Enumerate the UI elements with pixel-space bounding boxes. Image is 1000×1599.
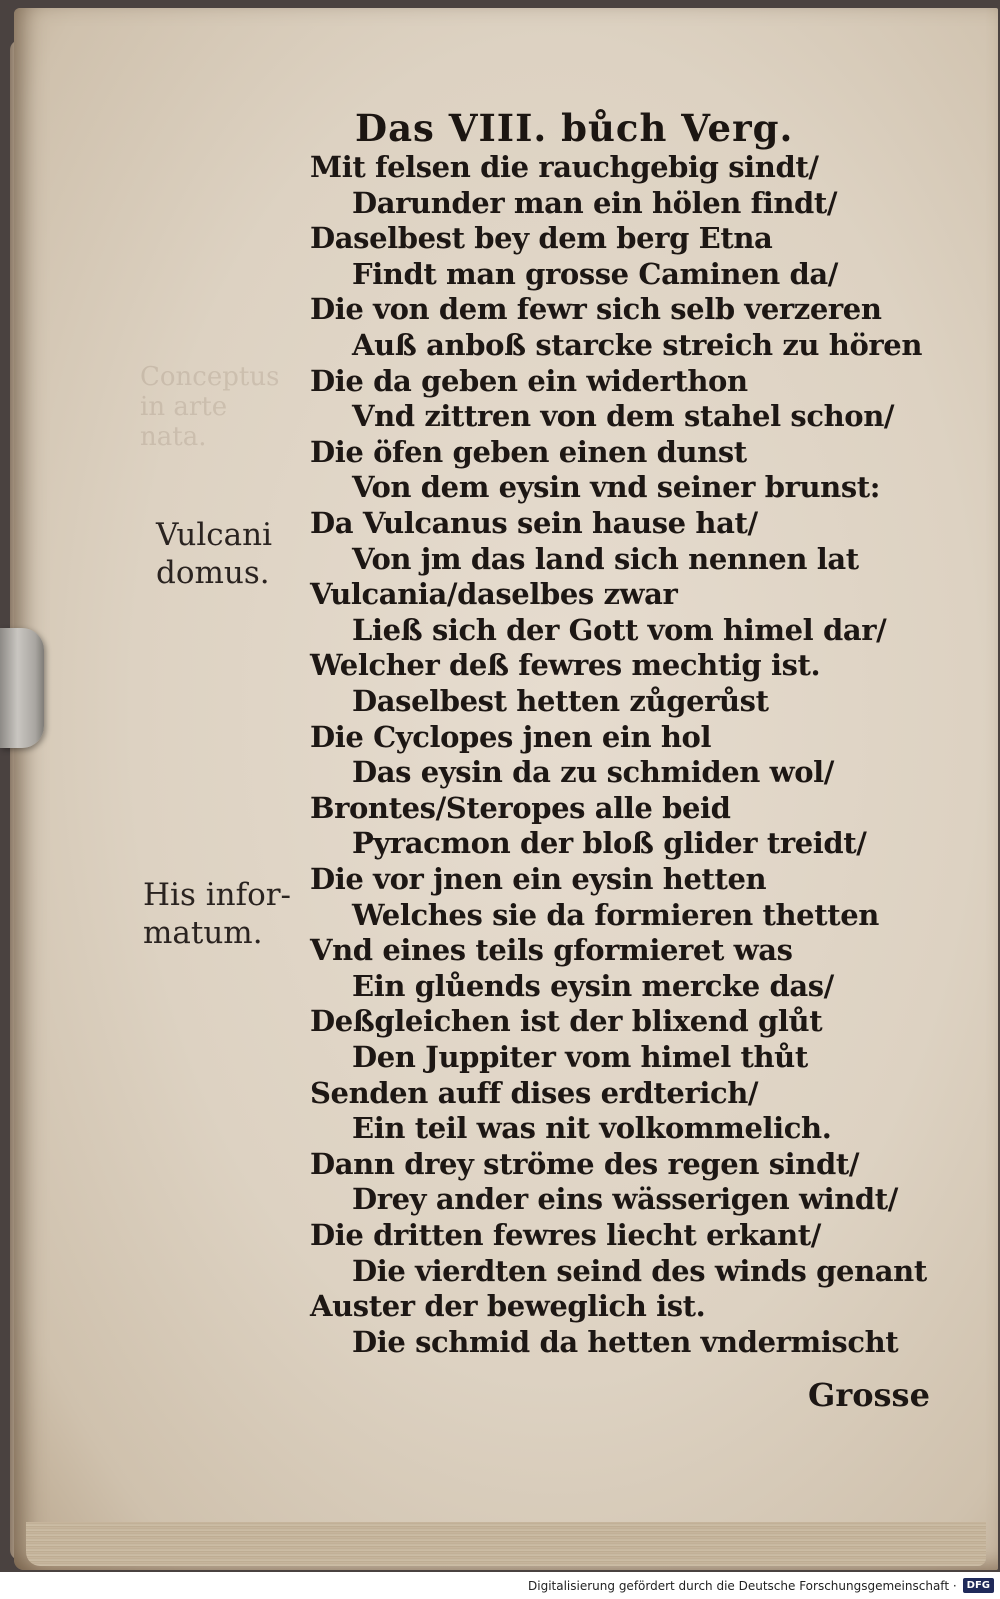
verse-line: Welcher deß fewres mechtig ist.: [310, 648, 821, 682]
verse-line: Die schmid da hetten vndermischt: [352, 1325, 899, 1359]
verse-line: Brontes/Steropes alle beid: [310, 791, 731, 825]
verse-line: Deßgleichen ist der blixend glůt: [310, 1004, 823, 1038]
verse-line: Die vor jnen ein eysin hetten: [310, 862, 767, 896]
verse-line: Von dem eysin vnd seiner brunst:: [352, 470, 881, 504]
page-edge-bottom: [26, 1522, 986, 1566]
verse-line: Die von dem fewr sich selb verzeren: [310, 292, 882, 326]
verse-line: Senden auff dises erdterich/: [310, 1076, 759, 1110]
verse-line: Dann drey ströme des regen sindt/: [310, 1147, 860, 1181]
show-through-text: Conceptus in arte nata.: [140, 362, 280, 452]
verse-line: Auster der beweglich ist.: [310, 1289, 706, 1323]
verse-line: Daselbest bey dem berg Etna: [310, 221, 773, 255]
verse-line: Auß anboß starcke streich zu hören: [352, 328, 923, 362]
verse-line: Daselbest hetten zůgerůst: [352, 684, 769, 718]
verse-line: Die da geben ein widerthon: [310, 364, 748, 398]
verse-line: Das eysin da zu schmiden wol/: [352, 755, 834, 789]
verse-line: Da Vulcanus sein hause hat/: [310, 506, 758, 540]
verse-line: Findt man grosse Caminen da/: [352, 257, 838, 291]
verse-line: Die dritten fewres liecht erkant/: [310, 1218, 821, 1252]
verse-line: Die öfen geben einen dunst: [310, 435, 747, 469]
verse-line: Welches sie da formieren thetten: [352, 898, 879, 932]
running-head: Das VIII. bůch Verg.: [355, 106, 794, 150]
verse-line: Drey ander eins wässerigen windt/: [352, 1182, 898, 1216]
verse-line: Von jm das land sich nennen lat: [352, 542, 859, 576]
margin-note-his-informatum: His infor- matum.: [143, 877, 292, 951]
verse-line: Vnd eines teils gformieret was: [310, 933, 793, 967]
verse-line: Mit felsen die rauchgebig sindt/: [310, 150, 819, 184]
verse-line: Darunder man ein hölen findt/: [352, 186, 838, 220]
verse-line: Ein glůends eysin mercke das/: [352, 969, 834, 1003]
verse-line: Vulcania/daselbes zwar: [310, 577, 678, 611]
verse-line: Die vierdten seind des winds genant: [352, 1254, 927, 1288]
verse-line: Den Juppiter vom himel thůt: [352, 1040, 808, 1074]
verse-line: Vnd zittren von dem stahel schon/: [352, 399, 895, 433]
page-clip: [0, 628, 44, 748]
verse-line: Ließ sich der Gott vom himel dar/: [352, 613, 887, 647]
catchword: Grosse: [808, 1376, 930, 1414]
footer-credit: Digitalisierung gefördert durch die Deutsche Forschungsgemeinschaft ·: [528, 1578, 957, 1593]
margin-note-vulcani-domus: Vulcani domus.: [156, 517, 273, 591]
verse-line: Ein teil was nit volkommelich.: [352, 1111, 832, 1145]
dfg-logo: DFG: [963, 1578, 994, 1593]
verse-line: Die Cyclopes jnen ein hol: [310, 720, 712, 754]
footer: [0, 1572, 1000, 1599]
verse-line: Pyracmon der bloß glider treidt/: [352, 826, 867, 860]
